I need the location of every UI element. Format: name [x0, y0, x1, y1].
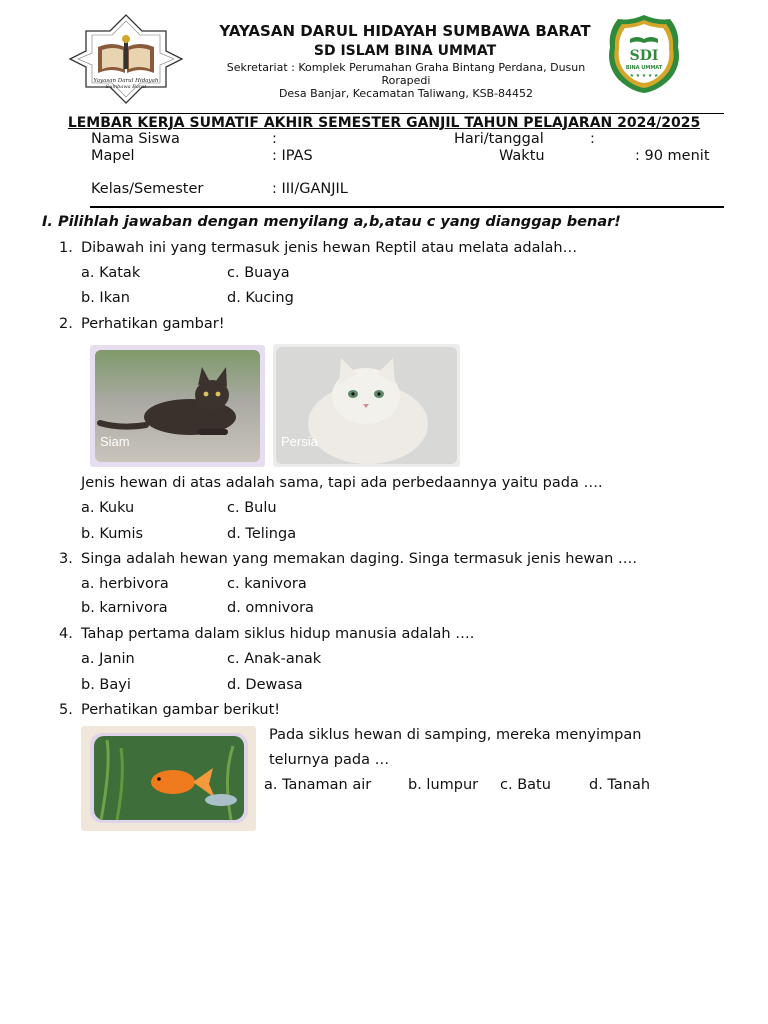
worksheet-title: LEMBAR KERJA SUMATIF AKHIR SEMESTER GANJIL TAHUN PELAJARAN 2024/2025	[67, 115, 701, 131]
yayasan-logo	[68, 13, 184, 105]
q4-option-b[interactable]: b. Bayi	[81, 677, 131, 693]
nama-separator: :	[272, 131, 277, 147]
q5-option-b[interactable]: b. lumpur	[408, 777, 479, 793]
q2-text: Perhatikan gambar!	[81, 316, 225, 332]
logo-text: SDI	[629, 48, 659, 64]
svg-text:Sumbawa Barat: Sumbawa Barat	[105, 84, 147, 90]
persia-label: Persia	[281, 434, 318, 449]
goldfish-image	[81, 726, 256, 831]
q5-side-line-1: Pada siklus hewan di samping, mereka menyimpan	[269, 727, 642, 743]
q5-number: 5.	[59, 702, 73, 718]
logo-subtext: BINA UMMAT	[625, 65, 663, 71]
header-divider	[100, 113, 724, 114]
q2-option-a[interactable]: a. Kuku	[81, 500, 135, 516]
q3-option-a[interactable]: a. herbivora	[81, 576, 169, 592]
siam-cat-image	[90, 345, 265, 467]
hari-separator: :	[590, 131, 595, 147]
kelas-label: Kelas/Semester	[91, 181, 204, 197]
q5-side-line-2: telurnya pada …	[269, 752, 390, 768]
q1-option-d[interactable]: d. Kucing	[227, 290, 294, 306]
address-line-1: Sekretariat : Komplek Perumahan Graha Bintang Perdana, Dusun	[226, 61, 586, 74]
foundation-name: YAYASAN DARUL HIDAYAH SUMBAWA BARAT	[219, 22, 591, 40]
q5-text: Perhatikan gambar berikut!	[81, 702, 281, 718]
nama-label: Nama Siswa	[91, 131, 180, 147]
persia-cat-image	[273, 344, 460, 467]
school-address	[196, 61, 616, 100]
q1-option-b[interactable]: b. Ikan	[81, 290, 130, 306]
q2-option-c[interactable]: c. Bulu	[227, 500, 277, 516]
school-logo	[604, 13, 684, 95]
form-divider	[90, 206, 724, 208]
q3-option-c[interactable]: c. kanivora	[227, 576, 307, 592]
q4-option-c[interactable]: c. Anak-anak	[227, 651, 322, 667]
q2-option-b[interactable]: b. Kumis	[81, 526, 144, 542]
waktu-value: : 90 menit	[635, 148, 710, 164]
waktu-label: Waktu	[499, 148, 545, 164]
q2-option-d[interactable]: d. Telinga	[227, 526, 297, 542]
q1-text: Dibawah ini yang termasuk jenis hewan Reptil atau melata adalah…	[81, 240, 578, 256]
q1-option-a[interactable]: a. Katak	[81, 265, 141, 281]
kelas-value: : III/GANJIL	[272, 181, 348, 197]
q4-number: 4.	[59, 626, 73, 642]
q5-option-a[interactable]: a. Tanaman air	[264, 777, 372, 793]
q4-option-d[interactable]: d. Dewasa	[227, 677, 303, 693]
school-name: SD ISLAM BINA UMMAT	[313, 43, 497, 59]
svg-text:Yayasan Darul Hidayah: Yayasan Darul Hidayah	[93, 78, 159, 84]
mapel-label: Mapel	[91, 148, 135, 164]
address-line-2: Rorapedi	[381, 74, 431, 87]
address-line-3: Desa Banjar, Kecamatan Taliwang, KSB-84452	[278, 87, 534, 100]
hari-label: Hari/tanggal	[454, 131, 544, 147]
q5-option-c[interactable]: c. Batu	[500, 777, 551, 793]
q3-text: Singa adalah hewan yang memakan daging. Singa termasuk jenis hewan ….	[81, 551, 638, 567]
q3-option-b[interactable]: b. karnivora	[81, 600, 168, 616]
q1-number: 1.	[59, 240, 73, 256]
mapel-value: : IPAS	[272, 148, 313, 164]
q1-option-c[interactable]: c. Buaya	[227, 265, 290, 281]
instruction: I. Pilihlah jawaban dengan menyilang a,b,atau c yang dianggap benar!	[42, 214, 621, 230]
siam-label: Siam	[100, 434, 130, 449]
svg-text:★ ★ ★ ★ ★: ★ ★ ★ ★ ★	[629, 73, 659, 79]
q2-number: 2.	[59, 316, 73, 332]
q3-option-d[interactable]: d. omnivora	[227, 600, 314, 616]
q4-text: Tahap pertama dalam siklus hidup manusia adalah ….	[81, 626, 475, 642]
q4-option-a[interactable]: a. Janin	[81, 651, 135, 667]
q2-question: Jenis hewan di atas adalah sama, tapi ada perbedaannya yaitu pada ….	[81, 475, 603, 491]
q5-option-d[interactable]: d. Tanah	[589, 777, 651, 793]
q3-number: 3.	[59, 551, 73, 567]
